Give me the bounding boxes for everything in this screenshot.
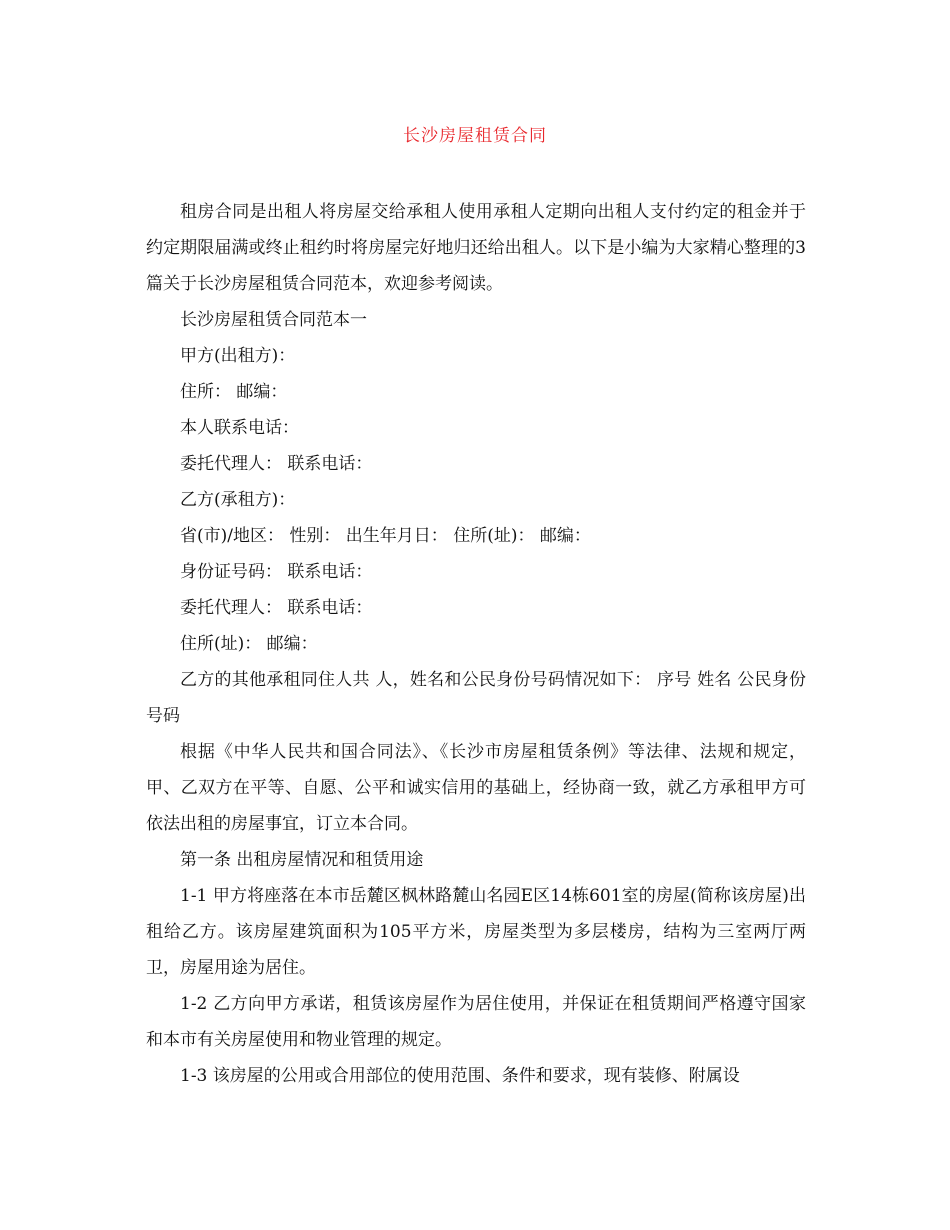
- paragraph-party-b-agent: 委托代理人： 联系电话：: [180, 598, 373, 618]
- document-body: [146, 194, 806, 1094]
- paragraph-intro: 租房合同是出租人将房屋交给承租人使用承租人定期向出租人支付约定的租金并于约定期限届满或终止租约时将房屋完好地归还给出租人。以下是小编为大家精心整理的3篇关于长沙房屋租赁合同范本，欢迎参考阅读。: [146, 202, 806, 294]
- paragraph-sample-heading: 长沙房屋租赁合同范本一: [180, 310, 367, 330]
- paragraph-clause-1-1: 1-1 甲方将座落在本市岳麓区枫林路麓山名园E区14栋601室的房屋(简称该房屋)出租给乙方。该房屋建筑面积为105平方米，房屋类型为多层楼房，结构为三室两厅两卫，房屋用途为居住。: [146, 886, 806, 978]
- paragraph-co-tenants: 乙方的其他承租同住人共 人，姓名和公民身份号码情况如下： 序号 姓名 公民身份号码: [146, 670, 806, 726]
- paragraph-party-b-address: 住所(址)： 邮编：: [180, 634, 318, 654]
- paragraph-party-a-phone: 本人联系电话：: [180, 418, 299, 438]
- paragraph-party-a: 甲方(出租方)：: [180, 346, 296, 366]
- paragraph-clause-1-3: 1-3 该房屋的公用或合用部位的使用范围、条件和要求，现有装修、附属设: [180, 1066, 740, 1086]
- paragraph-legal-basis: 根据《中华人民共和国合同法》、《长沙市房屋租赁条例》等法律、法规和规定，甲、乙双方在平等、自愿、公平和诚实信用的基础上，经协商一致，就乙方承租甲方可依法出租的房屋事宜，订立本合同。: [146, 742, 806, 834]
- paragraph-party-b-id: 身份证号码： 联系电话：: [180, 562, 373, 582]
- paragraph-article-1-heading: 第一条 出租房屋情况和租赁用途: [180, 850, 424, 870]
- paragraph-party-a-address: 住所： 邮编：: [180, 382, 288, 402]
- paragraph-party-b: 乙方(承租方)：: [180, 490, 296, 510]
- paragraph-party-a-agent: 委托代理人： 联系电话：: [180, 454, 373, 474]
- paragraph-clause-1-2: 1-2 乙方向甲方承诺，租赁该房屋作为居住使用，并保证在租赁期间严格遵守国家和本市有关房屋使用和物业管理的规定。: [146, 994, 806, 1050]
- paragraph-party-b-info: 省(市)/地区： 性别： 出生年月日： 住所(址)： 邮编：: [180, 526, 591, 546]
- document-title: 长沙房屋租赁合同: [403, 126, 547, 146]
